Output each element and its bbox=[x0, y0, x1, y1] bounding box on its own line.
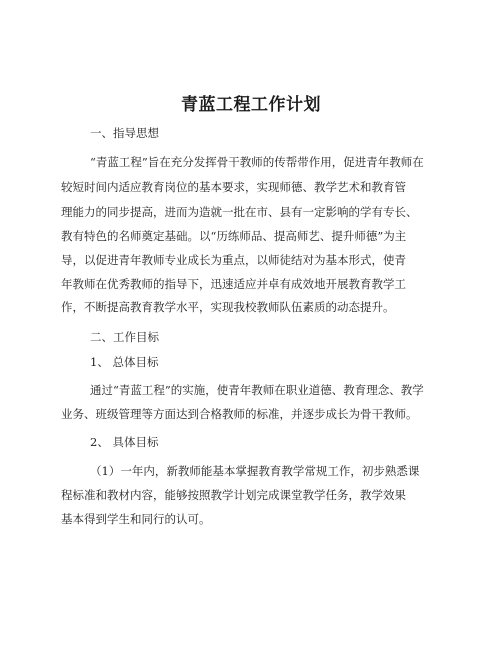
subheading-specific-goals: 2、 具体目标 bbox=[90, 435, 159, 449]
paragraph-line: 年教师在优秀教师的指导下，迅速适应并卓有成效地开展教育教学工 bbox=[61, 277, 406, 291]
paragraph-line: 导，以促进青年教师专业成长为重点，以师徒结对为基本形式，使青 bbox=[61, 253, 406, 267]
paragraph-line: 教有特色的名师奠定基础。以“历练师品、提高师艺、提升师德”为主 bbox=[61, 229, 407, 243]
paragraph-line: 程标准和教材内容，能够按照教学计划完成课堂教学任务，教学效果 bbox=[61, 488, 406, 502]
paragraph-line: “青蓝工程”旨在充分发挥骨干教师的传帮带作用，促进青年教师在 bbox=[90, 155, 424, 169]
document-title: 青蓝工程工作计划 bbox=[181, 95, 321, 115]
subheading-overall-goal: 1、 总体目标 bbox=[90, 355, 159, 369]
paragraph-line: 作，不断提高教育教学水平，实现我校教师队伍素质的动态提升。 bbox=[61, 300, 395, 314]
paragraph-line: 基本得到学生和同行的认可。 bbox=[61, 512, 211, 526]
paragraph-line: 业务、班级管理等方面达到合格教师的标准，并逐步成长为骨干教师。 bbox=[61, 407, 418, 421]
paragraph-line: 通过“青蓝工程”的实施，使青年教师在职业道德、教育理念、教学 bbox=[90, 383, 424, 397]
paragraph-line: 理能力的同步提高，进而为造就一批在市、县有一定影响的学有专长、 bbox=[61, 205, 418, 219]
section-heading-guiding-ideology: 一、指导思想 bbox=[90, 126, 159, 140]
paragraph-line: 较短时间内适应教育岗位的基本要求，实现师德、教学艺术和教育管 bbox=[61, 180, 406, 194]
section-heading-work-goals: 二、工作目标 bbox=[90, 330, 159, 344]
paragraph-line: （1）一年内，新教师能基本掌握教育教学常规工作，初步熟悉课 bbox=[90, 464, 420, 478]
